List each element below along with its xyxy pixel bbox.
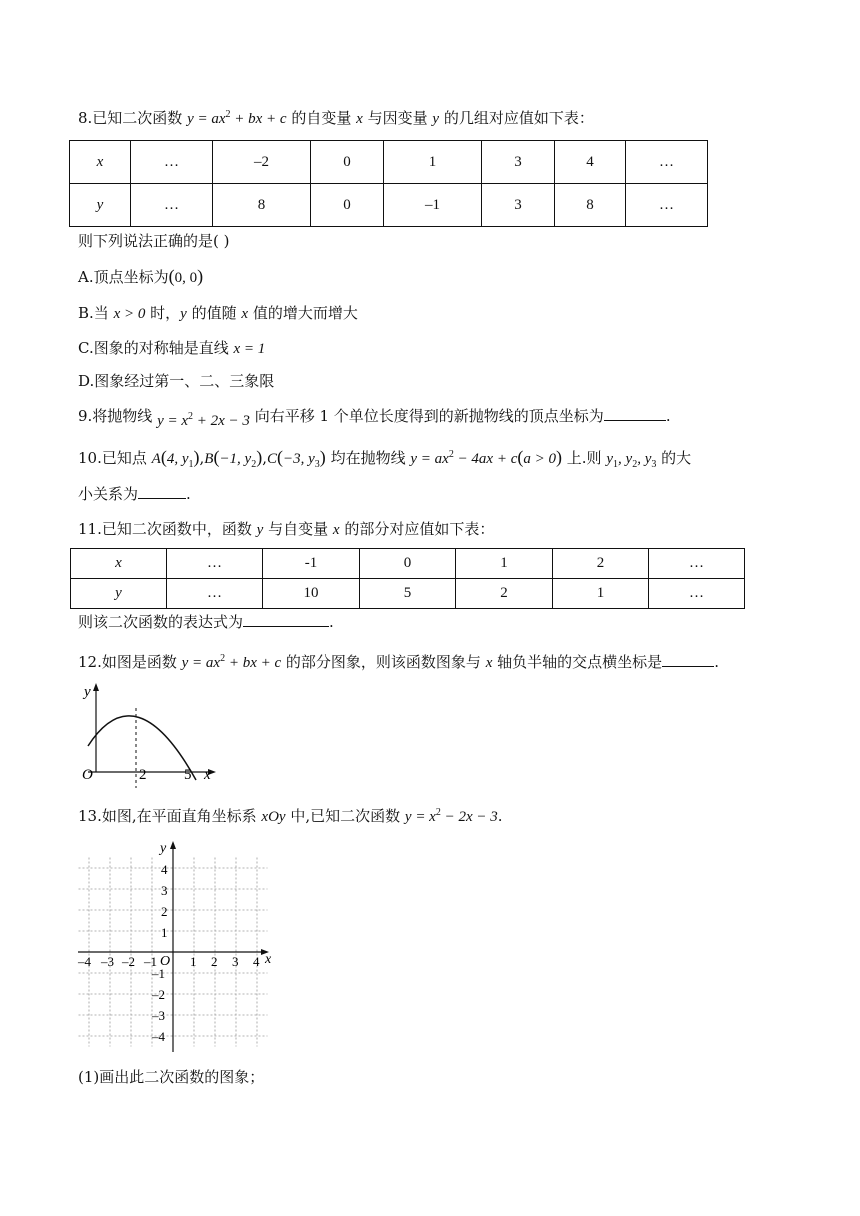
q8-question: 则下列说法正确的是( ) [78, 232, 230, 250]
q10-function: $y = ax^2 - 4ax + c(a > 0)$ [410, 447, 562, 467]
x-tick-4: 4 [253, 954, 260, 969]
y-tick-4: 4 [161, 862, 168, 877]
q8-option-d: D.图象经过第一、二、三象限 [78, 372, 275, 390]
q9-function: $y = x^2 + 2x - 3$ [157, 411, 250, 429]
q12-tick-2: 2 [139, 767, 147, 783]
q10-stem: 10.已知点 A(4, $y_1),B(-1$, $y_2),C(-3$, $y_3$) 均在抛物线 $y = ax^2 - 4ax + c(a > 0)$ 上.则 $y_1$, $y_2$, $y_3$ 的大 [78, 447, 692, 470]
q11-answer-blank[interactable] [243, 612, 329, 627]
q13-x-label: x [265, 952, 272, 967]
q8-option-b: B.当 x > 0 时，y 的值随 x 值的增大而增大 [78, 304, 358, 322]
q12-answer-blank[interactable] [662, 652, 714, 667]
y-tick-neg4: –4 [152, 1029, 165, 1044]
q8-row-x: x … –2 0 1 3 4 … [70, 141, 708, 184]
q9-answer-blank[interactable] [604, 406, 666, 421]
q12-origin-label: O [82, 767, 93, 783]
q13-stem: 13.如图,在平面直角坐标系 xOy 中,已知二次函数 $y = x^2 - 2x - 3$. [78, 807, 503, 825]
q8-stem: 8.已知二次函数 $y = ax^2$ + bx + c 的自变量 x 与因变量 y 的几组对应值如下表： [78, 109, 594, 127]
q13-coordinate-grid [74, 836, 284, 1056]
q12-tick-5: 5 [184, 767, 192, 783]
y-tick-neg3: –3 [152, 1008, 165, 1023]
y-tick-neg2: –2 [152, 987, 165, 1002]
q12-y-arrow [93, 683, 99, 691]
y-tick-3: 3 [161, 883, 168, 898]
x-tick-2: 2 [211, 954, 218, 969]
q12-parabola-figure [78, 680, 228, 795]
q9-stem: 9.将抛物线 $y = x^2 + 2x - 3$ 向右平移 1 个单位长度得到的新抛物线的顶点坐标为 . [78, 407, 671, 429]
q11-after: 则该二次函数的表达式为 . [78, 613, 334, 631]
q11-row-y: y … 10 5 2 1 … [71, 579, 745, 609]
q8-value-table [69, 140, 708, 227]
y-tick-1: 1 [161, 925, 168, 940]
x-tick-neg3: –3 [101, 954, 114, 969]
q11-row-x: x … -1 0 1 2 … [71, 549, 745, 579]
q8-prefix: 8.已知二次函数 [78, 109, 183, 127]
x-tick-1: 1 [190, 954, 197, 969]
q12-y-label: y [84, 684, 91, 700]
q11-stem: 11.已知二次函数中，函数 y 与自变量 x 的部分对应值如下表： [78, 520, 495, 538]
q13-y-label: y [160, 841, 167, 856]
x-tick-neg4: –4 [78, 954, 91, 969]
x-tick-3: 3 [232, 954, 239, 969]
q10-answer-blank[interactable] [138, 484, 186, 499]
y-tick-2: 2 [161, 904, 168, 919]
q12-x-label: x [204, 767, 211, 783]
q8-option-c: C.图象的对称轴是直线 x = 1 [78, 339, 266, 357]
q13-origin-label: O [160, 954, 171, 969]
q10-line2: 小关系为 . [78, 485, 191, 503]
q12-function: $y = ax^2$ + bx + c [181, 653, 282, 671]
q11-value-table [70, 548, 745, 609]
q13-function: $y = x^2 - 2x - 3$ [404, 807, 498, 825]
x-tick-neg2: –2 [122, 954, 135, 969]
q8-option-a: A.顶点坐标为(0, 0) [78, 266, 204, 286]
q13-y-arrow [170, 841, 176, 849]
y-tick-neg1: –1 [152, 966, 165, 981]
q8-function: $y = ax^2$ + bx + c [187, 109, 287, 127]
q8-row-y: y … 8 0 –1 3 8 … [70, 184, 708, 227]
q12-stem: 12.如图是函数 $y = ax^2$ + bx + c 的部分图象，则该函数图象与 x 轴负半轴的交点横坐标是 . [78, 653, 719, 671]
x-tick-neg1: –1 [144, 954, 157, 969]
q13-subquestion-1: (1)画出此二次函数的图象； [78, 1068, 265, 1086]
